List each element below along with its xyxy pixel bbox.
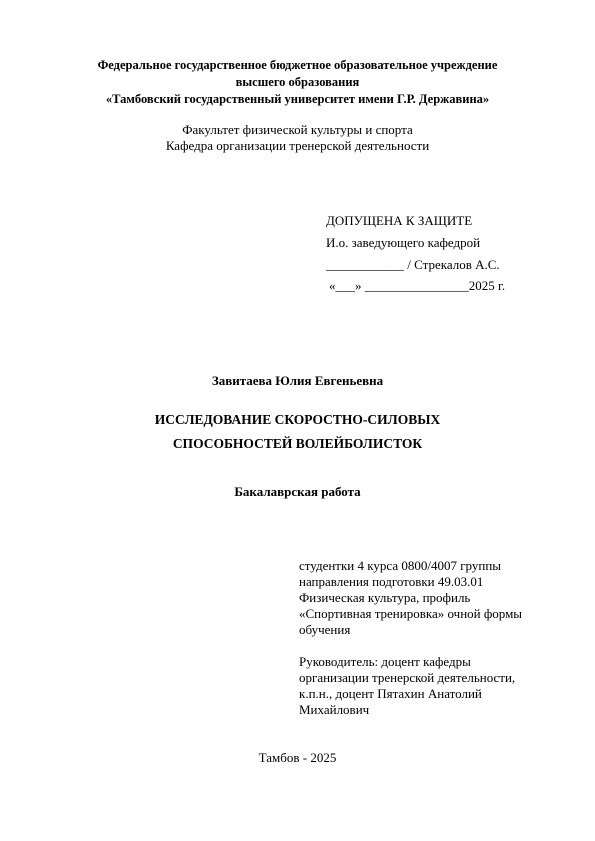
university-name: «Тамбовский государственный университет имени Г.Р. Державина»	[105, 92, 490, 106]
student-info-line-3: Физическая культура, профиль	[299, 590, 471, 605]
approval-status: ДОПУЩЕНА К ЗАЩИТЕ	[326, 213, 473, 228]
student-info-line-1: студентки 4 курса 0800/4007 группы	[299, 558, 502, 573]
supervisor-line-2: организации тренерской деятельности,	[299, 670, 516, 685]
faculty-name: Факультет физической культуры и спорта	[182, 122, 413, 137]
approver-position: И.о. заведующего кафедрой	[326, 235, 481, 250]
supervisor-line-4: Михайлович	[299, 702, 370, 717]
student-info-line-5: обучения	[299, 622, 351, 637]
approver-signature-line: ____________ / Стрекалов А.С.	[326, 257, 500, 272]
city-year: Тамбов - 2025	[258, 750, 337, 765]
author-name: Завитаева Юлия Евгеньевна	[211, 373, 384, 388]
supervisor-line-3: к.п.н., доцент Пятахин Анатолий	[299, 686, 482, 701]
approval-date-line: «___» ________________2025 г.	[329, 278, 506, 293]
department-name: Кафедра организации тренерской деятельности	[165, 138, 430, 153]
institution-line-2: высшего образования	[235, 75, 360, 89]
thesis-title-line-1: ИССЛЕДОВАНИЕ СКОРОСТНО-СИЛОВЫХ	[154, 412, 441, 427]
student-info-line-4: «Спортивная тренировка» очной формы	[299, 606, 523, 621]
thesis-title-line-2: СПОСОБНОСТЕЙ ВОЛЕЙБОЛИСТОК	[172, 436, 423, 451]
institution-line-1: Федеральное государственное бюджетное образовательное учреждение	[97, 58, 498, 72]
student-info-line-2: направления подготовки 49.03.01	[299, 574, 484, 589]
supervisor-line-1: Руководитель: доцент кафедры	[299, 654, 471, 669]
work-type: Бакалаврская работа	[234, 484, 361, 499]
